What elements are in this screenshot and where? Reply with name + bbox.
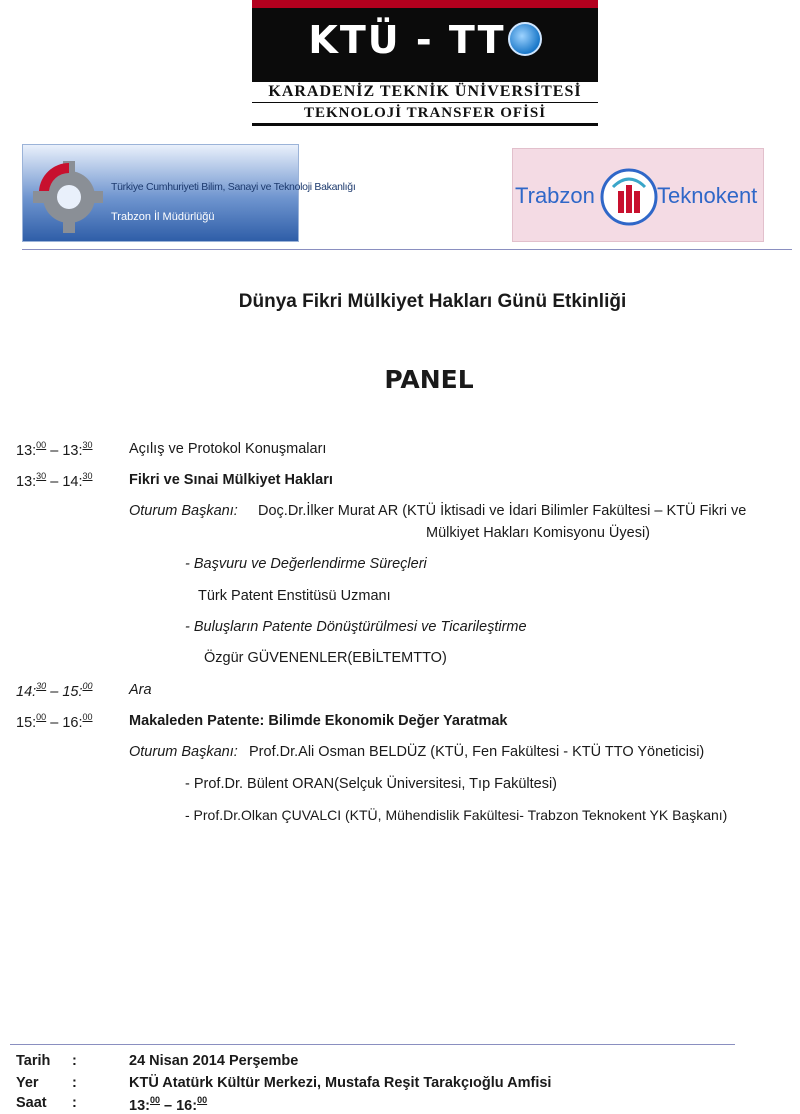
footer-date-colon: : xyxy=(72,1053,77,1069)
session-2-chair-line2: Mülkiyet Hakları Komisyonu Üyesi) xyxy=(426,525,651,541)
session-1-text: Açılış ve Protokol Konuşmaları xyxy=(129,441,327,457)
session-3-time: 14:$^{30}$ – 15:$^{00}$ xyxy=(16,681,93,700)
session-4-chair: Prof.Dr.Ali Osman BELDÜZ (KTÜ, Fen Fakültesi - KTÜ TTO Yöneticisi) xyxy=(249,744,705,760)
logo-red-bar xyxy=(252,0,598,8)
ktu-logo-line2: TEKNOLOJİ TRANSFER OFİSİ xyxy=(252,103,598,123)
teknokent-logo xyxy=(512,148,764,242)
session-4-title: Makaleden Patente: Bilimde Ekonomik Değer Yaratmak xyxy=(129,713,508,729)
footer-place-colon: : xyxy=(72,1075,77,1091)
ministry-logo-line2: Trabzon İl Müdürlüğü xyxy=(111,211,215,223)
teknokent-emblem-icon xyxy=(599,153,659,233)
gear-icon xyxy=(29,151,105,235)
footer-divider xyxy=(10,1044,735,1045)
ktu-tto-logo-text: KTÜ - TT xyxy=(308,18,506,62)
footer-date-label: Tarih xyxy=(16,1053,51,1069)
ktu-logo-line1: KARADENİZ TEKNİK ÜNİVERSİTESİ xyxy=(252,82,598,102)
ministry-logo-line1: Türkiye Cumhuriyeti Bilim, Sanayi ve Teknoloji Bakanlığı xyxy=(111,181,356,193)
session-4-chair-label: Oturum Başkanı: xyxy=(129,744,238,760)
panel-title: PANEL xyxy=(384,365,474,394)
session-2-speaker-2: Özgür GÜVENENLER(EBİLTEMTTO) xyxy=(204,650,447,666)
footer-time-label: Saat xyxy=(16,1095,47,1111)
footer-date-value: 24 Nisan 2014 Perşembe xyxy=(129,1053,299,1069)
session-2-talk-1: - Başvuru ve Değerlendirme Süreçleri xyxy=(185,556,427,572)
session-2-speaker-1: Türk Patent Enstitüsü Uzmanı xyxy=(198,588,391,604)
footer-time-value: 13:$^{00}$ – 16:$^{00}$ xyxy=(129,1095,208,1114)
session-2-chair-line1: Doç.Dr.İlker Murat AR (KTÜ İktisadi ve İdari Bilimler Fakültesi – KTÜ Fikri ve xyxy=(258,503,747,519)
teknokent-logo-left-text: Trabzon xyxy=(515,183,595,208)
session-2-talk-2: - Buluşların Patente Dönüştürülmesi ve Ticarileştirme xyxy=(185,619,527,635)
ktu-tto-logo-title xyxy=(252,18,598,62)
ktu-tto-logo xyxy=(252,0,598,126)
footer-place-label: Yer xyxy=(16,1075,39,1091)
event-title: Dünya Fikri Mülkiyet Hakları Günü Etkinliği xyxy=(238,291,627,312)
session-2-time: 13:$^{30}$ – 14:$^{30}$ xyxy=(16,471,93,490)
session-2-chair-label: Oturum Başkanı: xyxy=(129,503,238,519)
footer-time-colon: : xyxy=(72,1095,77,1111)
header-divider xyxy=(22,249,792,250)
session-4-time: 15:$^{00}$ – 16:$^{00}$ xyxy=(16,712,93,731)
session-4-speaker-2: - Prof.Dr.Olkan ÇUVALCI (KTÜ, Mühendislik Fakültesi- Trabzon Teknokent YK Başkanı) xyxy=(185,807,728,823)
teknokent-logo-right-text: Teknokent xyxy=(657,183,758,208)
globe-icon xyxy=(508,22,542,56)
footer-place-value: KTÜ Atatürk Kültür Merkezi, Mustafa Reşit Tarakçıoğlu Amfisi xyxy=(129,1075,552,1091)
ministry-logo xyxy=(22,144,356,242)
session-3-text: Ara xyxy=(129,682,152,698)
session-2-title: Fikri ve Sınai Mülkiyet Hakları xyxy=(129,472,333,488)
session-1-time: 13:$^{00}$ – 13:$^{30}$ xyxy=(16,440,93,459)
session-4-speaker-1: - Prof.Dr. Bülent ORAN(Selçuk Üniversitesi, Tıp Fakültesi) xyxy=(185,776,558,792)
